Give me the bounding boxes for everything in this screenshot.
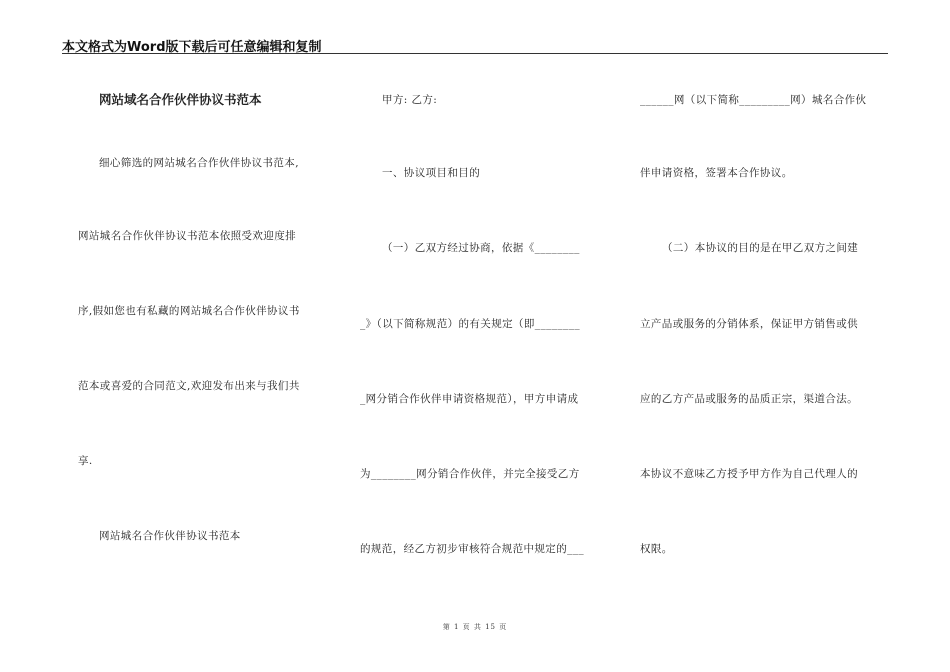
text-line: 立产品或服务的分销体系，保证甲方销售或供	[640, 318, 858, 330]
document-title: 网站域名合作伙伴协议书范本	[99, 92, 262, 107]
text-line: _》（以下简称规范）的有关规定（即________	[360, 318, 580, 330]
text-line: 本协议不意味乙方授予甲方作为自己代理人的	[640, 468, 858, 480]
text-line: （二）本协议的目的是在甲乙双方之间建	[662, 242, 859, 254]
text-line: 甲方: 乙方:	[382, 94, 438, 106]
text-line: 伴申请资格，签署本合作协议。	[640, 167, 793, 179]
page-number: 第 1 页 共 15 页	[442, 623, 508, 631]
text-line: 序,假如您也有私藏的网站城名合作伙伴协议书	[78, 305, 300, 317]
text-line: 细心筛选的网站城名合作伙伴协议书范本,	[99, 157, 299, 169]
text-line: ______网（以下简称_________网）城名合作伙	[640, 94, 867, 106]
text-line: 一、协议项目和目的	[382, 167, 481, 179]
header-divider	[62, 53, 888, 54]
text-line: （一）乙双方经过协商，依据《________	[382, 242, 580, 254]
text-line: 权限。	[640, 543, 673, 555]
text-line: 网站城名合作伙伴协议书范本	[99, 530, 241, 542]
text-line: 的规范，经乙方初步审核符合规范中规定的___	[360, 543, 585, 555]
text-line: 享.	[78, 455, 93, 467]
text-line: _网分销合作伙伴申请资格规范），甲方申请成	[360, 393, 579, 405]
text-line: 应的乙方产品或服务的品质正宗，渠道合法。	[640, 393, 858, 405]
text-line: 范本或喜爱的合同范文,欢迎发布出来与我们共	[78, 380, 300, 392]
text-line: 网站城名合作伙伴协议书范本依照受欢迎度排	[78, 230, 296, 242]
text-line: 为________网分销合作伙伴，并完全接受乙方	[360, 468, 580, 480]
document-header: 本文格式为Word版下载后可任意编辑和复制	[62, 40, 322, 55]
